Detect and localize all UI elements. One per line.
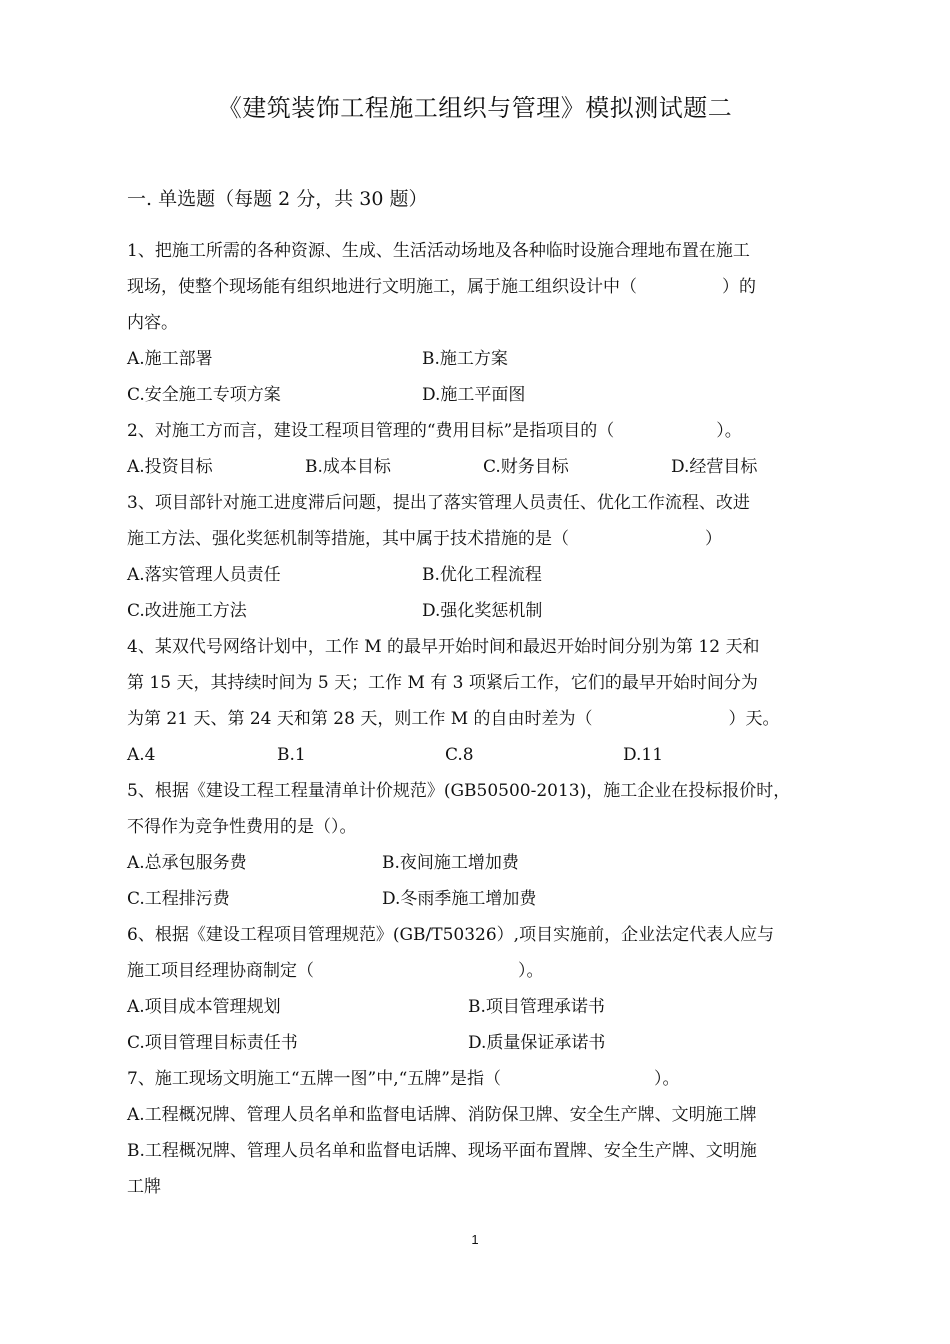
option-row bbox=[127, 881, 827, 917]
answer-option: B.项目管理承诺书 bbox=[468, 997, 605, 1017]
answer-option: A.投资目标 bbox=[127, 457, 213, 477]
page-number: 1 bbox=[471, 1232, 479, 1247]
answer-option: B.施工方案 bbox=[422, 349, 508, 369]
answer-option: C.工程排污费 bbox=[127, 889, 230, 909]
question-text-line: 6、根据《建设工程项目管理规范》(GB/T50326）,项目实施前，企业法定代表人应与 bbox=[127, 925, 775, 945]
answer-option: D.冬雨季施工增加费 bbox=[382, 889, 537, 909]
question-text-line: 第 15 天，其持续时间为 5 天；工作 M 有 3 项紧后工作，它们的最早开始时间分为 bbox=[127, 673, 758, 693]
answer-option: A.落实管理人员责任 bbox=[127, 565, 281, 585]
question-item bbox=[127, 629, 827, 773]
question-text-line: 施工项目经理协商制定（ ）。 bbox=[127, 961, 544, 981]
question-item bbox=[127, 773, 827, 917]
option-row bbox=[127, 377, 827, 413]
question-text-line: 现场，使整个现场能有组织地进行文明施工，属于施工组织设计中（ ）的 bbox=[127, 277, 756, 297]
question-text-line: 2、对施工方而言，建设工程项目管理的“费用目标”是指项目的（ ）。 bbox=[127, 421, 742, 441]
answer-option: D.经营目标 bbox=[671, 457, 758, 477]
document-title: 《建筑装饰工程施工组织与管理》模拟测试题二 bbox=[217, 94, 733, 122]
question-text-line: 施工方法、强化奖惩机制等措施，其中属于技术措施的是（ ） bbox=[127, 529, 722, 549]
answer-option: A.4 bbox=[127, 745, 156, 765]
option-row bbox=[127, 557, 827, 593]
answer-option: B.1 bbox=[277, 745, 306, 765]
answer-option: B.成本目标 bbox=[305, 457, 391, 477]
question-text-line: 5、根据《建设工程工程量清单计价规范》(GB50500-2013)，施工企业在投标报价时， bbox=[127, 781, 791, 801]
answer-option: C.8 bbox=[445, 745, 474, 765]
question-item bbox=[127, 485, 827, 629]
question-text-line: 内容。 bbox=[127, 313, 178, 333]
option-row bbox=[127, 593, 827, 629]
question-item bbox=[127, 1061, 827, 1205]
question-text-line: 4、某双代号网络计划中，工作 M 的最早开始时间和最迟开始时间分别为第 12 天和 bbox=[127, 637, 760, 657]
question-item bbox=[127, 413, 827, 485]
answer-option: D.施工平面图 bbox=[422, 385, 526, 405]
answer-option: B.优化工程流程 bbox=[422, 565, 542, 585]
answer-option: D.质量保证承诺书 bbox=[468, 1033, 606, 1053]
question-text-line: B.工程概况牌、管理人员名单和监督电话牌、现场平面布置牌、安全生产牌、文明施 bbox=[127, 1141, 757, 1161]
question-text-line: 7、施工现场文明施工“五牌一图”中,“五牌”是指（ ）。 bbox=[127, 1069, 680, 1089]
option-row bbox=[127, 1025, 827, 1061]
question-text-line: 工牌 bbox=[127, 1177, 161, 1197]
question-text-line: A.工程概况牌、管理人员名单和监督电话牌、消防保卫牌、安全生产牌、文明施工牌 bbox=[127, 1105, 757, 1125]
answer-option: C.改进施工方法 bbox=[127, 601, 247, 621]
answer-option: C.安全施工专项方案 bbox=[127, 385, 281, 405]
question-text-line: 3、项目部针对施工进度滞后问题，提出了落实管理人员责任、优化工作流程、改进 bbox=[127, 493, 750, 513]
answer-option: A.施工部署 bbox=[127, 349, 213, 369]
question-list bbox=[127, 233, 827, 1205]
answer-option: A.总承包服务费 bbox=[127, 853, 247, 873]
answer-option: B.夜间施工增加费 bbox=[382, 853, 519, 873]
answer-option: D.强化奖惩机制 bbox=[422, 601, 543, 621]
option-row bbox=[127, 845, 827, 881]
answer-option: D.11 bbox=[623, 745, 664, 765]
answer-option: A.项目成本管理规划 bbox=[127, 997, 281, 1017]
option-row bbox=[127, 449, 827, 485]
question-text-line: 不得作为竞争性费用的是（）。 bbox=[127, 817, 357, 837]
option-row bbox=[127, 989, 827, 1025]
option-row bbox=[127, 737, 827, 773]
question-item bbox=[127, 233, 827, 413]
answer-option: C.项目管理目标责任书 bbox=[127, 1033, 298, 1053]
question-item bbox=[127, 917, 827, 1061]
section-heading: 一. 单选题（每题 2 分，共 30 题） bbox=[127, 188, 428, 210]
question-text-line: 为第 21 天、第 24 天和第 28 天，则工作 M 的自由时差为（ ）天。 bbox=[127, 709, 780, 729]
option-row bbox=[127, 341, 827, 377]
answer-option: C.财务目标 bbox=[483, 457, 569, 477]
question-text-line: 1、把施工所需的各种资源、生成、生活活动场地及各种临时设施合理地布置在施工 bbox=[127, 241, 750, 261]
